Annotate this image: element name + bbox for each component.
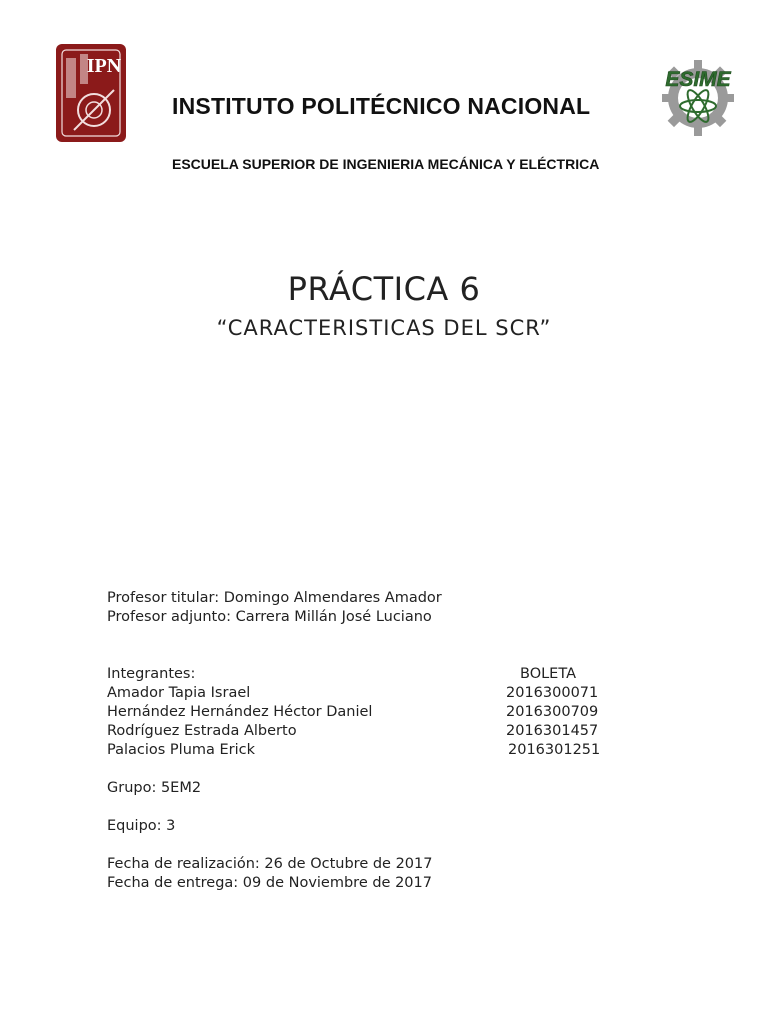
institution-name: INSTITUTO POLITÉCNICO NACIONAL xyxy=(172,93,591,119)
member-boleta: 2016300071 xyxy=(506,685,599,701)
members-label: Integrantes: xyxy=(107,666,196,682)
ipn-logo-icon xyxy=(52,38,130,148)
esime-gear-logo-icon xyxy=(654,52,742,138)
member-name: Palacios Pluma Erick xyxy=(107,742,256,758)
document-title: PRÁCTICA 6 xyxy=(287,270,481,308)
delivery-date: Fecha de entrega: 09 de Noviembre de 2017 xyxy=(107,875,432,891)
member-boleta: 2016300709 xyxy=(506,704,599,720)
member-boleta: 2016301457 xyxy=(506,723,599,739)
document-subtitle: “CARACTERISTICAS DEL SCR” xyxy=(216,316,552,340)
member-name: Rodríguez Estrada Alberto xyxy=(107,723,297,739)
professor-adjunto: Profesor adjunto: Carrera Millán José Luciano xyxy=(107,609,432,625)
professor-titular: Profesor titular: Domingo Almendares Amador xyxy=(107,590,442,606)
boleta-header: BOLETA xyxy=(520,666,576,682)
member-name: Hernández Hernández Héctor Daniel xyxy=(107,704,373,720)
member-name: Amador Tapia Israel xyxy=(107,685,251,701)
realization-date: Fecha de realización: 26 de Octubre de 2017 xyxy=(107,856,433,872)
member-boleta: 2016301251 xyxy=(508,742,601,758)
team-text: Equipo: 3 xyxy=(107,818,176,834)
esime-logo-text: ESIME xyxy=(665,68,731,91)
school-name: ESCUELA SUPERIOR DE INGENIERIA MECÁNICA Y ELÉCTRICA xyxy=(172,156,600,172)
group-text: Grupo: 5EM2 xyxy=(107,780,202,796)
ipn-logo-text: IPN xyxy=(86,55,122,77)
